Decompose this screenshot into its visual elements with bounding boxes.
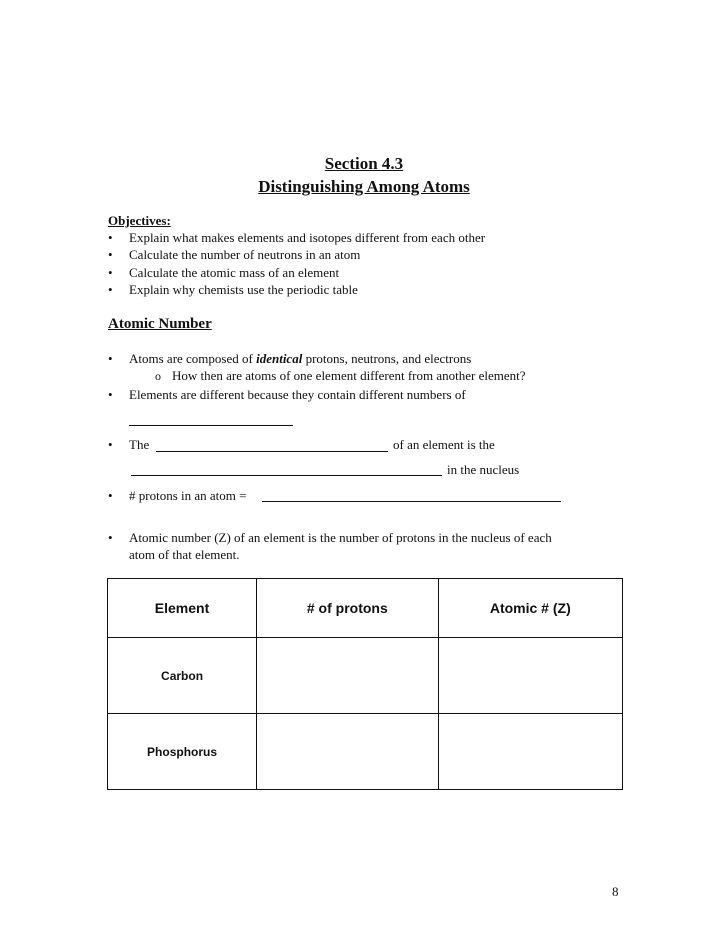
protons-answer-cell[interactable]	[257, 638, 439, 714]
element-table	[107, 578, 623, 790]
bullet-of-element-text: of an element is the	[393, 437, 495, 452]
atomic-number-definition-line1: Atomic number (Z) of an element is the number of protons in the nucleus of each	[129, 530, 552, 545]
sub-bullet-icon: o	[155, 369, 161, 383]
answer-blank[interactable]	[262, 501, 561, 502]
in-nucleus-text: in the nucleus	[447, 462, 520, 477]
section-number: Section 4.3	[324, 154, 404, 173]
bullet-icon: •	[108, 351, 113, 366]
bullet-icon: •	[108, 530, 113, 545]
text-part: Atoms are composed of	[129, 351, 257, 366]
objective-item: Calculate the number of neutrons in an atom	[129, 247, 361, 262]
header-atomic-number: Atomic # (Z)	[438, 579, 622, 638]
bullet-the-label: The	[129, 437, 150, 452]
page-title: Distinguishing Among Atoms	[258, 177, 470, 196]
atomic-number-answer-cell[interactable]	[438, 714, 622, 790]
bullet-icon: •	[108, 265, 113, 280]
protons-equals-text: # protons in an atom =	[129, 488, 247, 503]
bullet-icon: •	[108, 437, 113, 452]
protons-answer-cell[interactable]	[257, 714, 439, 790]
header-element: Element	[108, 579, 257, 638]
bullet-icon: •	[108, 230, 113, 245]
bullet-icon: •	[108, 247, 113, 262]
page-number: 8	[612, 884, 619, 899]
bullet-icon: •	[108, 282, 113, 297]
atomic-number-definition-line2: atom of that element.	[129, 547, 240, 562]
element-name-cell: Phosphorus	[108, 714, 257, 790]
answer-blank[interactable]	[156, 451, 388, 452]
atomic-number-answer-cell[interactable]	[438, 638, 622, 714]
bullet-elements-different: Elements are different because they contain different numbers of	[129, 387, 466, 402]
bullet-identical-text	[129, 351, 471, 367]
answer-blank[interactable]	[129, 425, 293, 426]
objective-item: Explain what makes elements and isotopes different from each other	[129, 230, 486, 245]
atomic-number-heading: Atomic Number	[108, 316, 212, 332]
emphasis-identical: identical	[256, 351, 303, 366]
objective-item: Calculate the atomic mass of an element	[129, 265, 340, 280]
table-row	[108, 638, 623, 714]
answer-blank[interactable]	[131, 475, 442, 476]
bullet-icon: •	[108, 387, 113, 402]
table-header-row	[108, 579, 623, 638]
element-name-cell: Carbon	[108, 638, 257, 714]
bullet-icon: •	[108, 488, 113, 503]
objective-item: Explain why chemists use the periodic table	[129, 282, 358, 297]
text-part: protons, neutrons, and electrons	[302, 351, 472, 366]
table-row	[108, 714, 623, 790]
header-protons: # of protons	[257, 579, 439, 638]
objectives-heading: Objectives:	[108, 213, 171, 228]
sub-question: How then are atoms of one element different from another element?	[172, 368, 526, 383]
